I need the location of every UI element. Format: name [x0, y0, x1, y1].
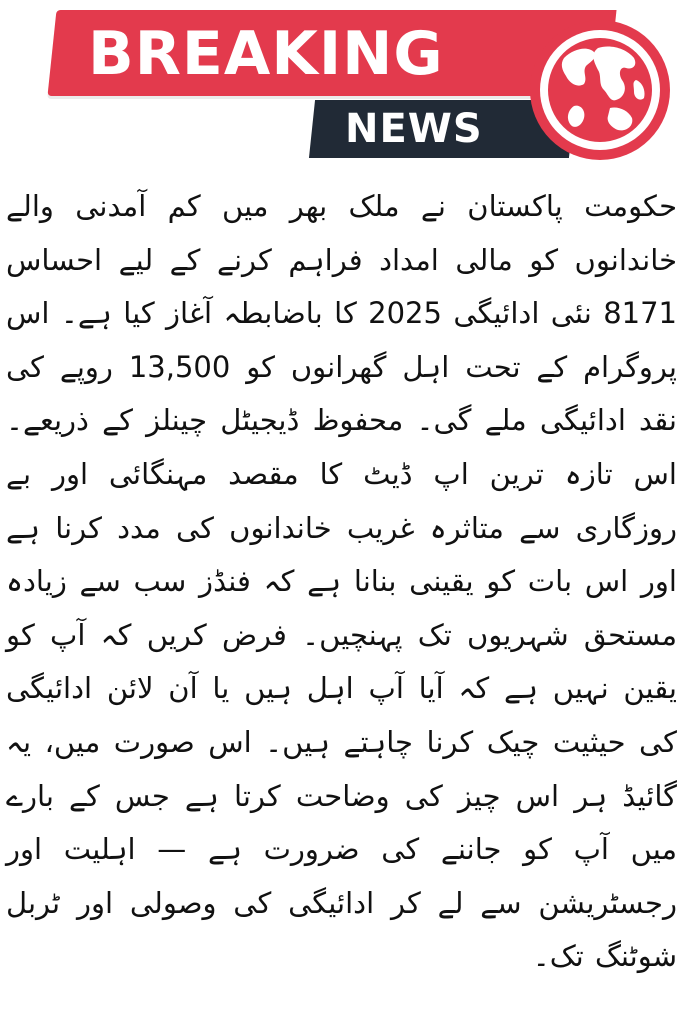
breaking-headline: BREAKING [88, 19, 444, 89]
breaking-news-banner [0, 0, 683, 175]
article-body: حکومت پاکستان نے ملک بھر میں کم آمدنی والے خاندانوں کو مالی امداد فراہم کرنے کے لیے احساس 8171 نئی ادائیگی 2025 کا باضابطہ آغاز کیا ہے۔ اس پروگرام کے تحت اہل گھرانوں کو 13,500 روپے کی نقد ادائیگی ملے گی۔ محفوظ ڈیجیٹل چینلز کے ذریعے۔ اس تازہ ترین اپ ڈیٹ کا مقصد مہنگائی اور بے روزگاری سے متاثرہ غریب خاندانوں کی مدد کرنا ہے اور اس بات کو یقینی بنانا ہے کہ فنڈز سب سے زیادہ مستحق شہریوں تک پہنچیں۔ فرض کریں کہ آپ کو یقین نہیں ہے کہ آیا آپ اہل ہیں یا آن لائن ادائیگی کی حیثیت چیک کرنا چاہتے ہیں۔ اس صورت میں، یہ گائیڈ ہر اس چیز کی وضاحت کرتا ہے جس کے بارے میں آپ کو جاننے کی ضرورت ہے — اہلیت اور رجسٹریشن سے لے کر ادائیگی کی وصولی اور ٹربل شوٹنگ تک۔ [6, 189, 678, 974]
globe-icon [528, 18, 672, 162]
news-subheadline: NEWS [345, 106, 483, 152]
